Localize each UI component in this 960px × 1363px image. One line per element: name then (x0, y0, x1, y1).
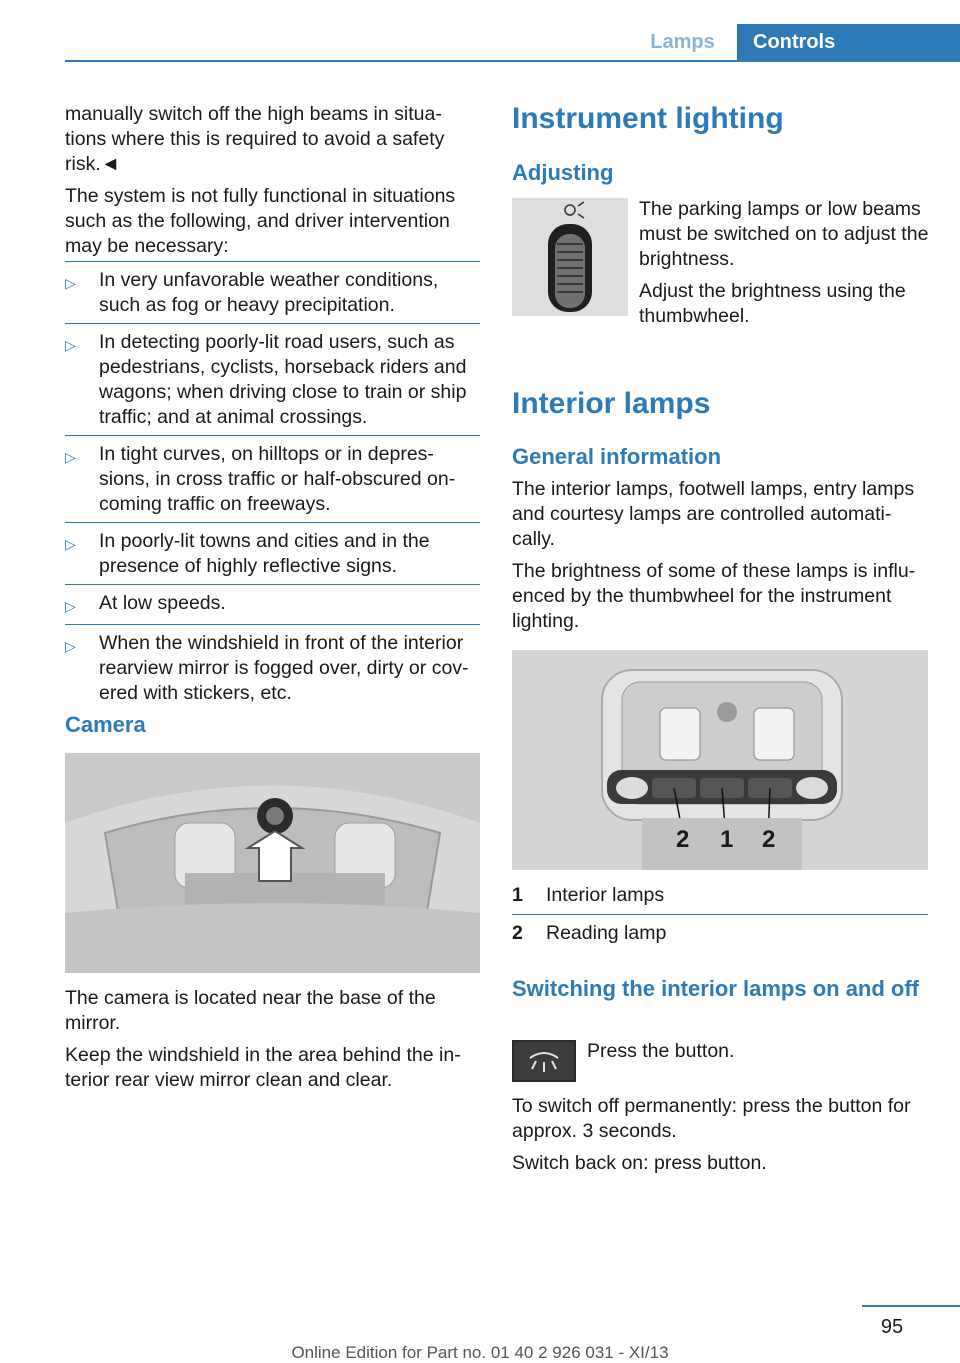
triangle-bullet-icon: ▷ (65, 449, 76, 465)
camera-heading: Camera (65, 712, 146, 737)
header-section-label: Lamps (650, 31, 715, 53)
list-item: ▷ In poorly-lit towns and cities and in the presence of highly reflective signs. (65, 530, 430, 577)
general-text-block (512, 477, 928, 634)
camera-text-block (65, 986, 480, 1093)
instrument-lighting-heading: Instrument lighting (512, 102, 784, 135)
header-chapter-tab: Controls (737, 24, 960, 61)
footer-rule (862, 1305, 960, 1307)
triangle-bullet-icon: ▷ (65, 536, 76, 552)
intro-line: tions where this is required to avoid a safety (65, 128, 445, 150)
adjusting-text: Adjust the brightness using the thumbwheel. (639, 280, 906, 327)
switch-off-text: To switch off permanently: press the button for approx. 3 seconds. (512, 1095, 911, 1142)
limits-list (65, 261, 480, 711)
camera-photo (65, 753, 480, 973)
triangle-bullet-icon: ▷ (65, 638, 76, 654)
interior-lamps-figure (512, 650, 928, 870)
list-item: ▷ In very unfavorable weather conditions, such as fog or heavy precipitation. (65, 269, 439, 316)
limits-lead: The system is not fully functional in situations such as the following, and driver intervention may be necessary: (65, 185, 456, 257)
adjusting-heading: Adjusting (512, 160, 614, 185)
switching-text-block (512, 1094, 930, 1176)
callout-label: 2 (762, 826, 776, 853)
interior-light-button-icon (512, 1040, 576, 1082)
list-item: ▷ When the windshield in front of the interior rearview mirror is fogged over, dirty or cov-ered with stickers, etc. (65, 632, 469, 704)
legend-item: 1 Interior lamps (512, 884, 665, 906)
switching-heading: Switching the interior lamps on and off (512, 976, 920, 1001)
camera-text: The camera is located near the base of the mirror. (65, 987, 436, 1034)
page-number: 95 (880, 1316, 904, 1338)
intro-line: manually switch off the high beams in situa- (65, 103, 442, 125)
press-button-text: Press the button. (587, 1040, 735, 1062)
callout-label: 1 (720, 826, 734, 853)
figure-legend (512, 883, 928, 952)
left-column (65, 102, 480, 711)
camera-text: Keep the windshield in the area behind the in-terior rear view mirror clean and clear. (65, 1044, 461, 1091)
adjusting-text-block (639, 197, 932, 329)
header-rule (65, 60, 960, 62)
legend-item: 2 Reading lamp (512, 922, 667, 944)
interior-lamps-heading: Interior lamps (512, 387, 711, 420)
switch-on-text: Switch back on: press button. (512, 1152, 767, 1174)
intro-paragraph (65, 102, 480, 177)
list-item: ▷ In detecting poorly-lit road users, such as pedestrians, cyclists, horseback riders and wagons; when driving close to train or ship traffic; and at animal crossings. (65, 331, 467, 428)
adjusting-text: The parking lamps or low beams must be switched on to adjust the brightness. (639, 198, 929, 270)
general-text: The brightness of some of these lamps is influ-enced by the thumbwheel for the instrument lighting. (512, 560, 916, 632)
list-item: ▷ At low speeds. (65, 585, 480, 624)
general-information-heading: General information (512, 444, 722, 469)
list-item: ▷ In tight curves, on hilltops or in depres-sions, in cross traffic or half-obscured on-coming traffic on freeways. (65, 443, 456, 515)
callout-label: 2 (676, 826, 690, 853)
triangle-bullet-icon: ▷ (65, 337, 76, 353)
edition-footer: Online Edition for Part no. 01 40 2 926 031 - XI/13 (291, 1343, 669, 1362)
triangle-bullet-icon: ▷ (65, 598, 76, 614)
general-text: The interior lamps, footwell lamps, entry lamps and courtesy lamps are controlled automati-cally. (512, 478, 915, 550)
triangle-bullet-icon: ▷ (65, 275, 76, 291)
thumbwheel-image (512, 198, 628, 316)
intro-line: risk.◄ (65, 153, 121, 175)
